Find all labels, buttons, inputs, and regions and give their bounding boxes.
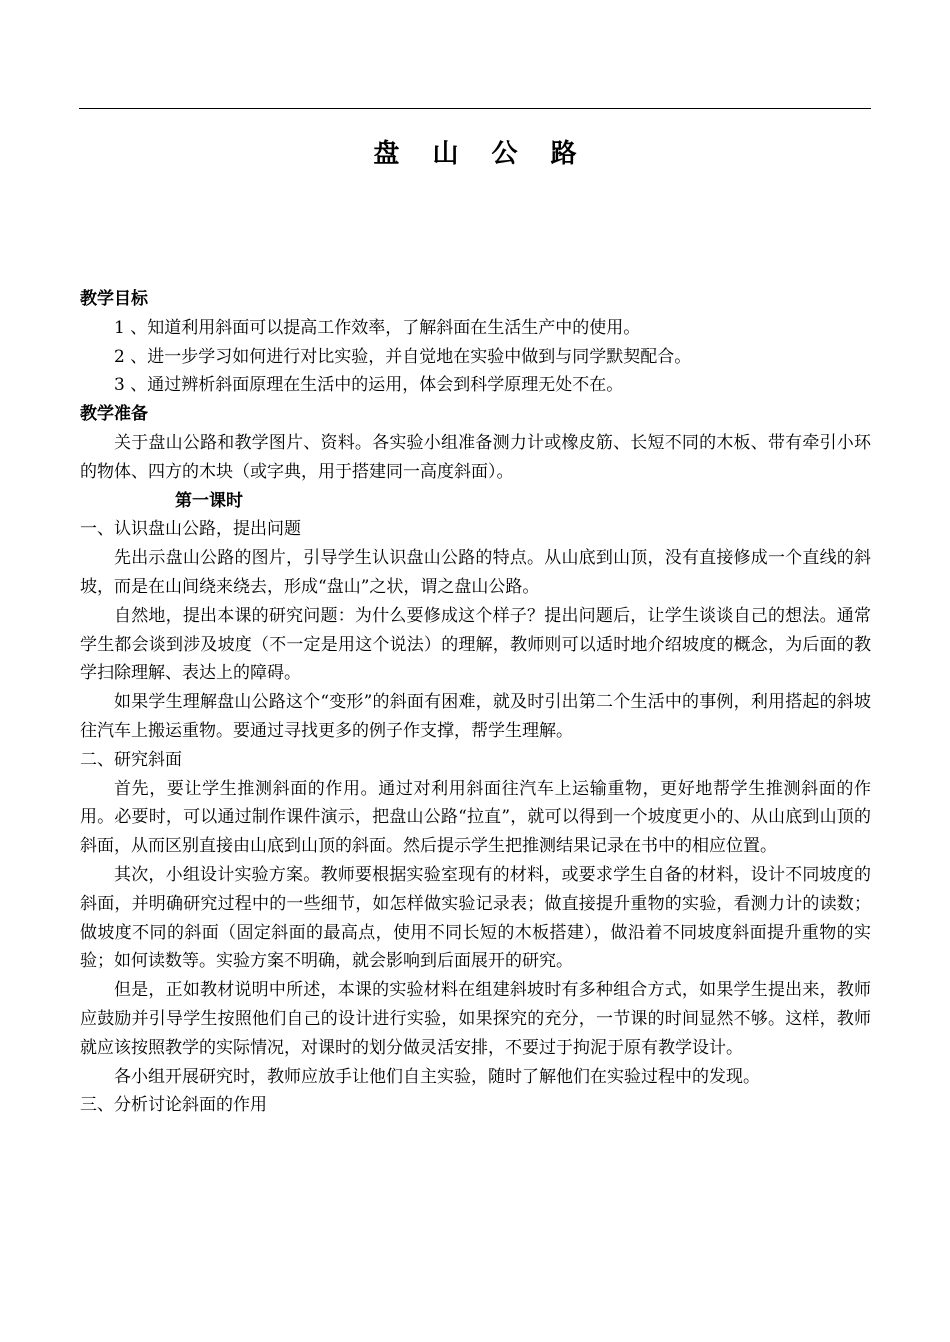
paragraph: 如果学生理解盘山公路这个“变形”的斜面有困难，就及时引出第二个生活中的事例，利用搭起的斜坡往汽车上搬运重物。要通过寻找更多的例子作支撑，帮学生理解。 (80, 692, 871, 741)
paragraph: 首先，要让学生推测斜面的作用。通过对利用斜面往汽车上运输重物，更好地帮学生推测斜面的作用。必要时，可以通过制作课件演示，把盘山公路“拉直”，就可以得到一个坡度更小的、从山底到山顶的斜面，从而区别直接由山底到山顶的斜面。然后提示学生把推测结果记录在书中的相应位置。 (80, 778, 871, 857)
paragraph: 但是，正如教材说明中所述，本课的实验材料在组建斜坡时有多种组合方式，如果学生提出来，教师应鼓励并引导学生按照他们自己的设计进行实验，如果探究的充分，一节课的时间显然不够。这样，教师就应该按照教学的实际情况，对课时的划分做灵活安排，不要过于拘泥于原有教学设计。 (80, 980, 871, 1058)
section-heading: 一、认识盘山公路，提出问题 (80, 519, 301, 540)
objectives-heading: 教学目标 (80, 289, 148, 309)
document-body (80, 285, 871, 1120)
header-rule (79, 108, 871, 109)
preparation-text: 关于盘山公路和教学图片、资料。各实验小组准备测力计或橡皮筋、长短不同的木板、带有牵引小环的物体、四方的木块（或字典，用于搭建同一高度斜面）。 (80, 432, 871, 482)
page-title: 盘 山 公 路 (373, 139, 589, 169)
lesson-heading: 第一课时 (175, 490, 243, 511)
objective-item: 3 、通过辨析斜面原理在生活中的运用，体会到科学原理无处不在。 (114, 375, 624, 396)
paragraph: 各小组开展研究时，教师应放手让他们自主实验，随时了解他们在实验过程中的发现。 (114, 1066, 760, 1087)
section-heading: 二、研究斜面 (80, 749, 182, 770)
objective-item: 1 、知道利用斜面可以提高工作效率，了解斜面在生活生产中的使用。 (114, 317, 641, 338)
paragraph: 其次，小组设计实验方案。教师要根据实验室现有的材料，或要求学生自备的材料，设计不同坡度的斜面，并明确研究过程中的一些细节，如怎样做实验记录表；做直接提升重物的实验，看测力计的读数；做坡度不同的斜面（固定斜面的最高点，使用不同长短的木板搭建），做沿着不同坡度斜面提升重物的实验；如何读数等。实验方案不明确，就会影响到后面展开的研究。 (80, 864, 871, 972)
preparation-heading: 教学准备 (80, 404, 148, 425)
paragraph: 先出示盘山公路的图片，引导学生认识盘山公路的特点。从山底到山顶，没有直接修成一个直线的斜坡，而是在山间绕来绕去，形成“盘山”之状，谓之盘山公路。 (80, 548, 871, 597)
objective-item: 2 、进一步学习如何进行对比实验，并自觉地在实验中做到与同学默契配合。 (114, 346, 692, 367)
section-heading: 三、分析讨论斜面的作用 (80, 1095, 267, 1116)
paragraph: 自然地，提出本课的研究问题：为什么要修成这个样子？提出问题后，让学生谈谈自己的想法。通常学生都会谈到涉及坡度（不一定是用这个说法）的理解，教师则可以适时地介绍坡度的概念，为后面的教学扫除理解、表达上的障碍。 (80, 605, 871, 684)
